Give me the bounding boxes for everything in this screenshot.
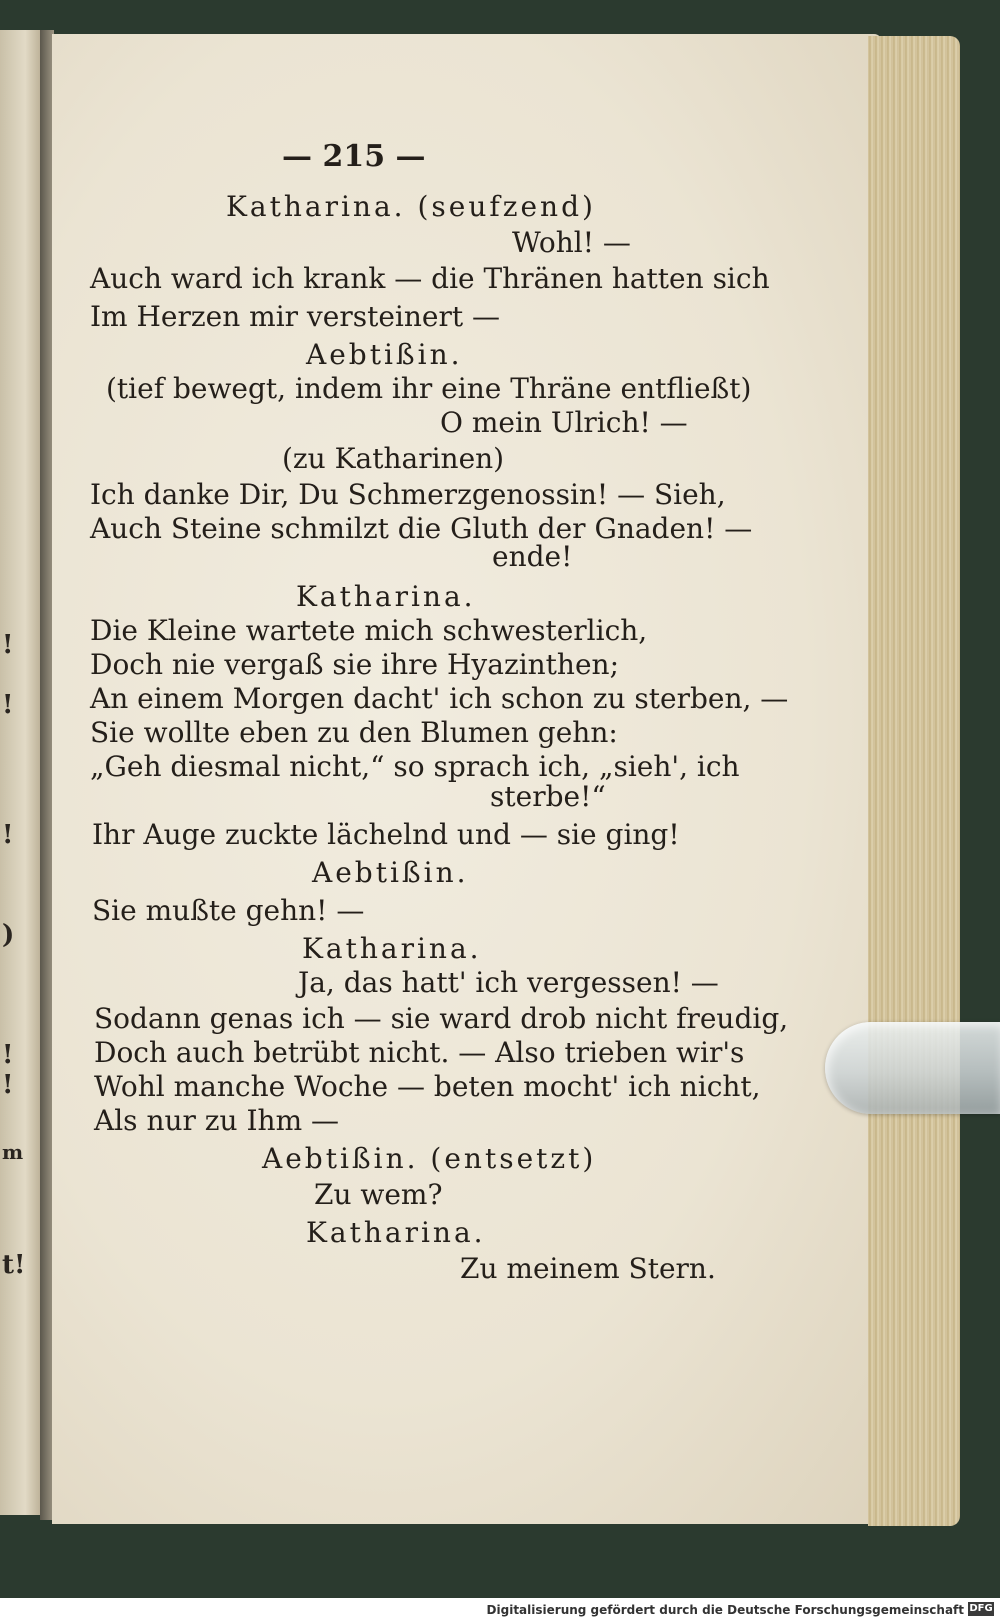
speaker-line: Aebtißin. xyxy=(306,338,463,371)
speaker-line: Katharina. xyxy=(306,1216,486,1249)
verse-line: Wohl! — xyxy=(512,226,631,259)
dfg-logo: DFG xyxy=(969,1603,993,1614)
verse-line: Ja, das hatt' ich vergessen! — xyxy=(298,966,719,999)
stage-direction: (zu Katharinen) xyxy=(282,442,505,475)
page-number: — 215 — xyxy=(282,139,426,174)
left-page-fragment: ! xyxy=(2,630,14,660)
speaker-line: Katharina. xyxy=(296,580,476,613)
verse-line: ende! xyxy=(492,540,573,573)
left-page-fragment: ) xyxy=(2,920,15,950)
left-page-fragment: ! xyxy=(2,690,14,720)
left-page-fragment: ! xyxy=(2,1070,14,1100)
speaker-line: Aebtißin. (entsetzt) xyxy=(262,1142,597,1175)
speaker-line: Aebtißin. xyxy=(312,856,469,889)
verse-line: Ich danke Dir, Du Schmerzgenossin! — Sieh, xyxy=(90,478,726,511)
verse-line: Die Kleine wartete mich schwesterlich, xyxy=(90,614,648,647)
verse-line: O mein Ulrich! — xyxy=(440,406,688,439)
verse-line: Wohl manche Woche — beten mocht' ich nicht, xyxy=(94,1070,761,1103)
verse-line: Als nur zu Ihm — xyxy=(94,1104,340,1137)
verse-line: Sie wollte eben zu den Blumen gehn: xyxy=(90,716,618,749)
verse-line: sterbe!“ xyxy=(490,780,606,813)
verse-line: Doch nie vergaß sie ihre Hyazinthen; xyxy=(90,648,620,681)
verse-line: Ihr Auge zuckte lächelnd und — sie ging! xyxy=(92,818,680,851)
verse-line: „Geh diesmal nicht,“ so sprach ich, „sieh', ich xyxy=(90,750,740,783)
left-page-fragment: t! xyxy=(2,1250,26,1280)
stage-direction: (tief bewegt, indem ihr eine Thräne entfließt) xyxy=(106,372,752,405)
left-page-fragment: m xyxy=(2,1140,24,1164)
verse-line: Sie mußte gehn! — xyxy=(92,894,365,927)
verse-line: Doch auch betrübt nicht. — Also trieben wir's xyxy=(94,1036,745,1069)
verse-line: Auch Steine schmilzt die Gluth der Gnaden! — xyxy=(90,512,753,545)
verse-line: Sodann genas ich — sie ward drob nicht freudig, xyxy=(94,1002,789,1035)
footer-credit: Digitalisierung gefördert durch die Deutsche Forschungsgemeinschaft xyxy=(486,1603,964,1617)
left-page-fragment: ! xyxy=(2,820,14,850)
speaker-line: Katharina. (seufzend) xyxy=(226,190,596,223)
left-page-fragment: ! xyxy=(2,1040,14,1070)
verse-line: Zu wem? xyxy=(314,1178,443,1211)
verse-line: Auch ward ich krank — die Thränen hatten sich xyxy=(90,262,770,295)
verse-line: Zu meinem Stern. xyxy=(460,1252,716,1285)
verse-line: An einem Morgen dacht' ich schon zu sterben, — xyxy=(90,682,789,715)
verse-line: Im Herzen mir versteinert — xyxy=(90,300,500,333)
speaker-line: Katharina. xyxy=(302,932,482,965)
